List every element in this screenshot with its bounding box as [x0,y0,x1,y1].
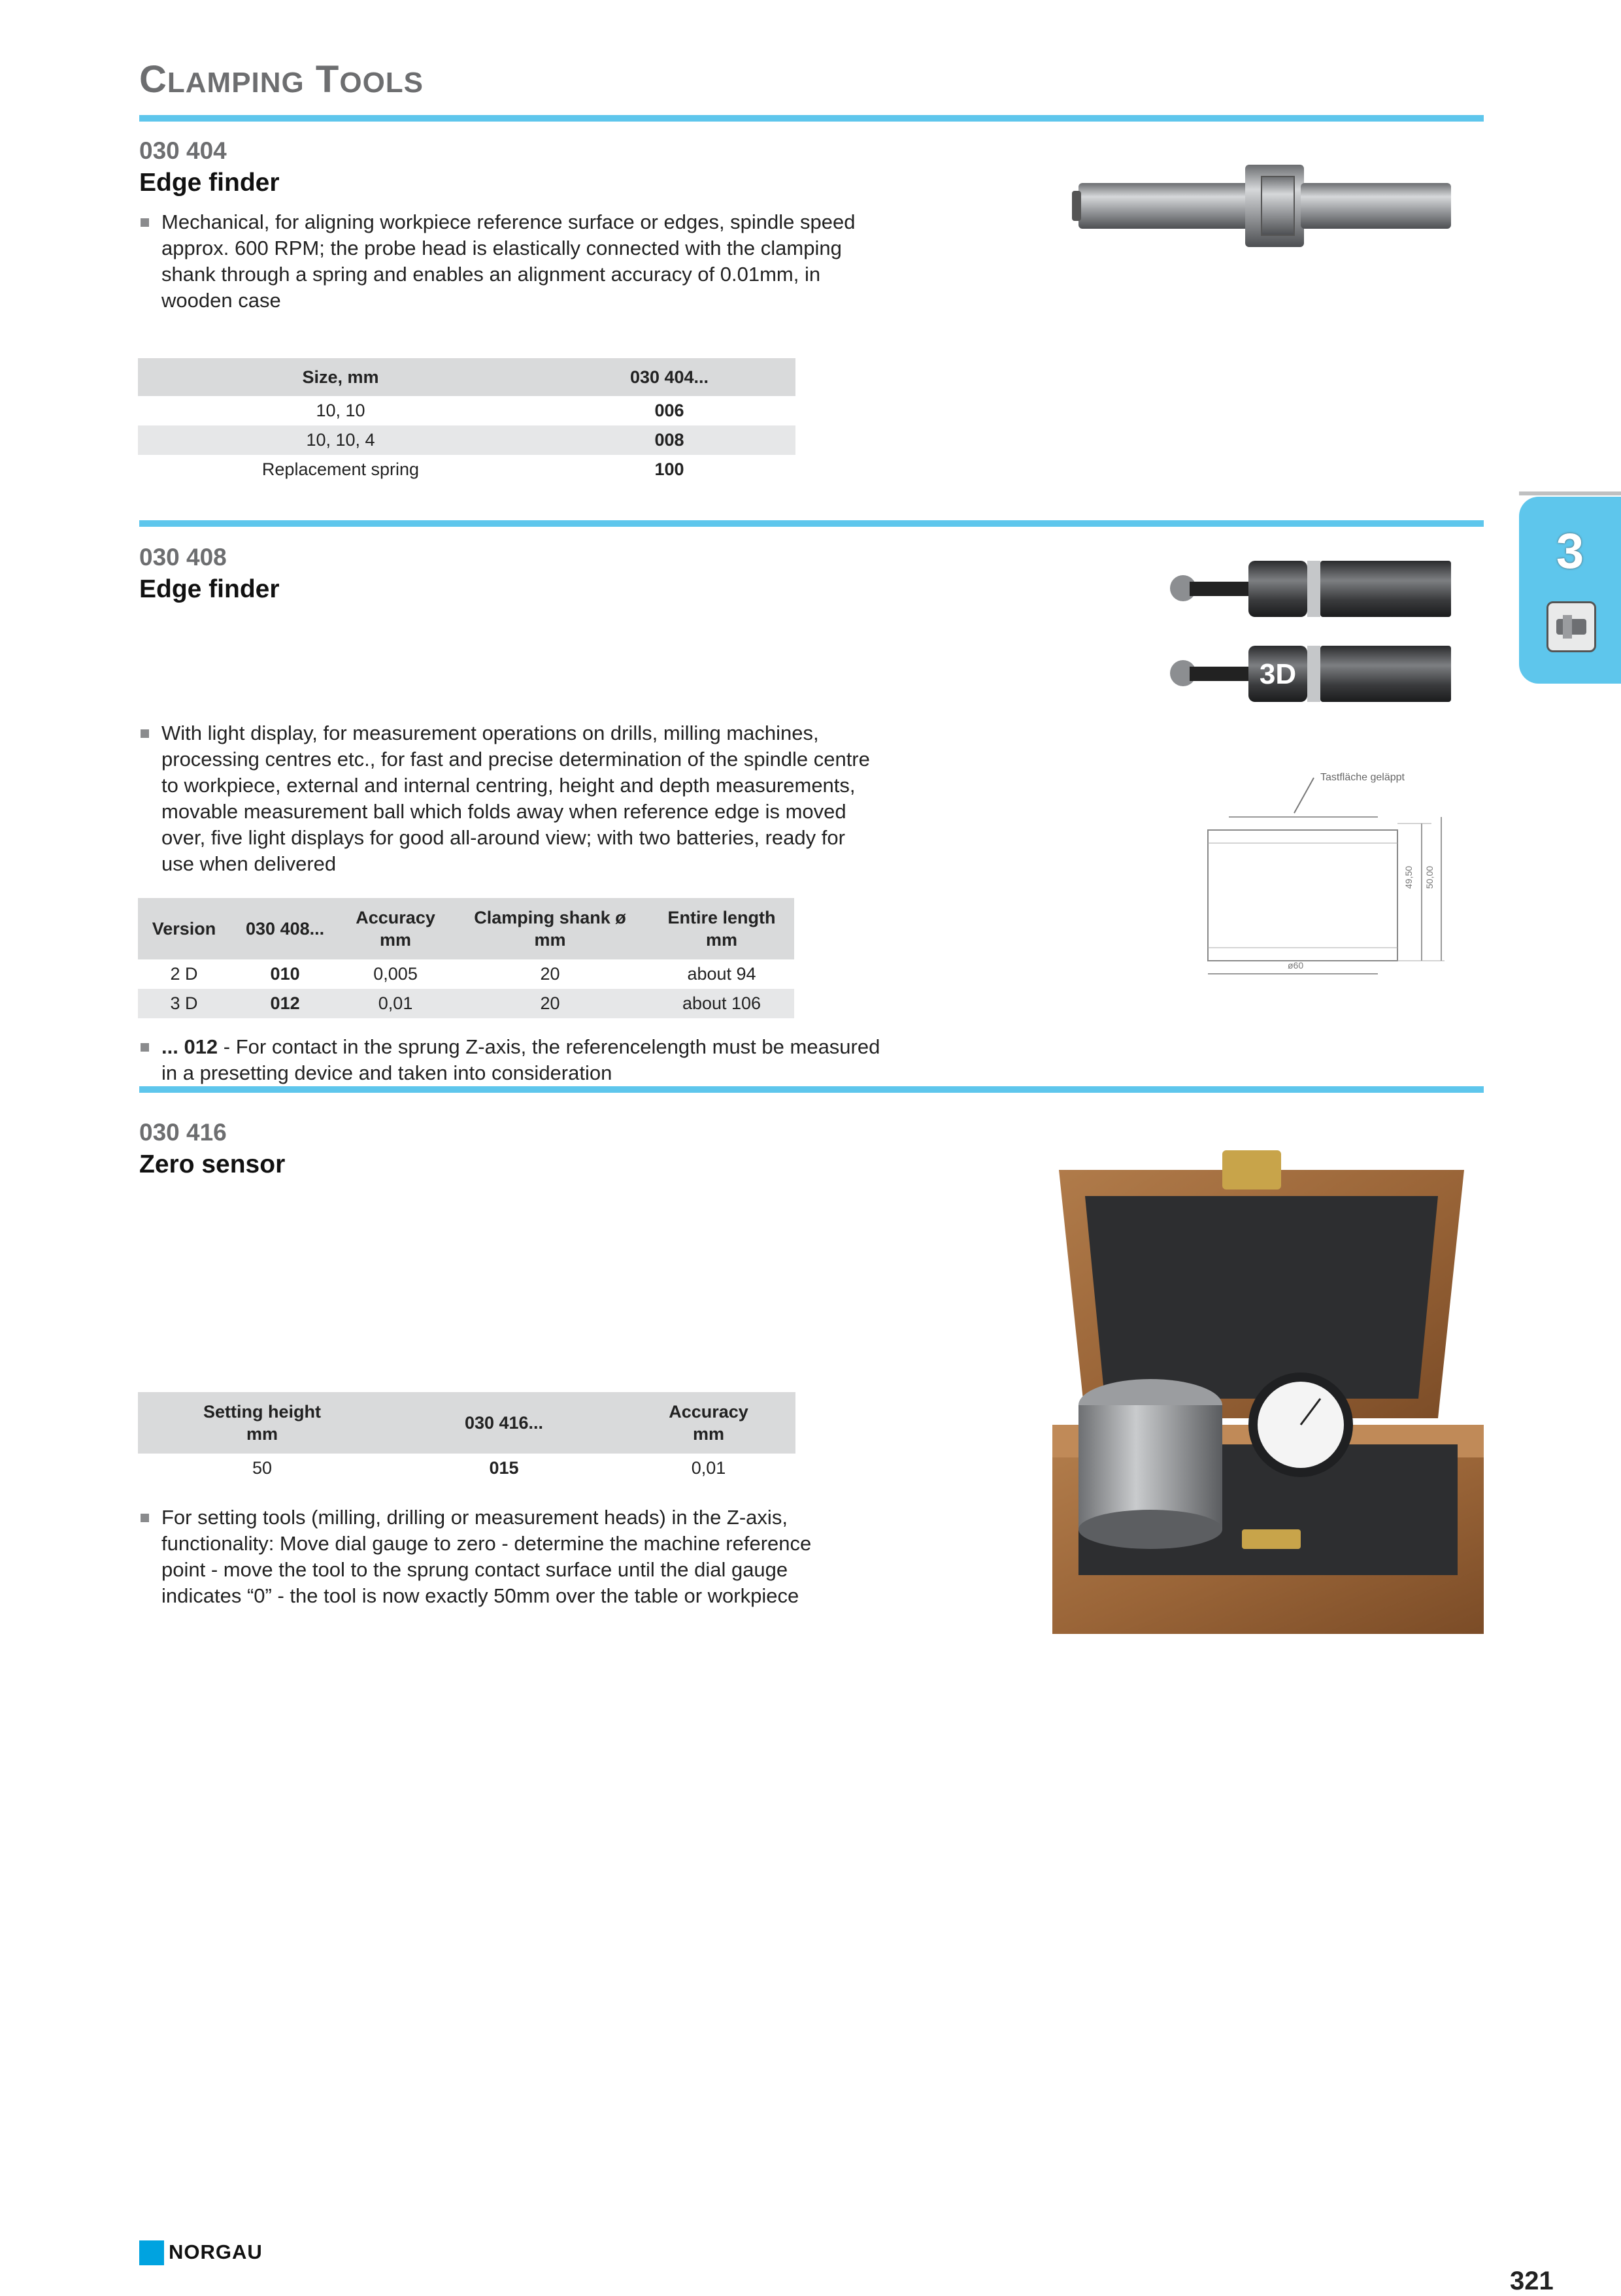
table-cell: 006 [654,401,684,420]
column-header: Entire length mm [649,898,794,959]
product-name: Edge finder [139,575,280,603]
chapter-number: 3 [1556,524,1584,579]
table-row [138,455,795,484]
product-code: 030 408 [139,544,227,571]
table-cell: 10, 10, 4 [138,425,543,455]
table-cell: 015 [489,1458,519,1478]
table-cell: about 94 [687,964,756,984]
3d-label: 3D [1259,658,1297,690]
product-description: Mechanical, for aligning workpiece reference surface or edges, spindle speed approx. 600 RPM; the probe head is elastically connected with the clamping shank through a spring and enables an alignment accuracy of 0.01mm, in wooden case [139,209,867,314]
spec-table [138,358,795,484]
table-row [138,959,794,989]
header-rule [139,115,1484,122]
page-title: CLAMPING TOOLS [139,58,424,101]
table-row [138,1454,795,1483]
logo-mark [139,2240,164,2265]
column-header: Version [138,898,230,959]
table-row [138,396,795,425]
tab-divider [1519,491,1621,495]
column-header: Clamping shank ø mm [451,898,649,959]
table-cell: 0,005 [373,964,418,984]
table-cell: 50 [252,1458,273,1478]
table-cell: 0,01 [691,1458,726,1478]
table-cell: 10, 10 [316,401,365,420]
table-cell: 2 D [170,964,198,984]
product-description: For setting tools (milling, drilling or measurement heads) in the Z-axis, functionality: Move dial gauge to zero - determine the machine reference point - move the tool to the sprung contact surface until the dial gauge indicates “0” - the tool is now exactly 50mm over the table or workpiece [139,1505,841,1609]
table-cell: 20 [451,989,649,1018]
table-cell: 012 [230,989,340,1018]
table-row [138,989,794,1018]
spec-table [138,898,794,1018]
clamping-tool-icon [1546,601,1596,652]
table-cell: 20 [540,964,560,984]
column-header: Setting height mm [138,1392,386,1454]
technical-drawing [1196,758,1471,993]
drawing-dim: ø60 [1288,960,1304,971]
drawing-dim: 50,00 [1424,865,1435,889]
column-header: Accuracy mm [622,1392,795,1454]
product-note [139,1034,880,1086]
product-code: 030 404 [139,137,227,164]
column-header: 030 416... [386,1392,622,1454]
table-cell: 0,01 [340,989,451,1018]
section-rule [139,520,1484,527]
table-cell: 100 [654,459,684,479]
page-number: 321 [1510,2267,1554,2295]
edge-finder-image [1065,150,1471,268]
table-cell: about 106 [649,989,794,1018]
column-header: 030 408... [230,898,340,959]
table-row [138,425,795,455]
column-header: 030 404... [543,358,795,396]
zero-sensor-image [1046,1137,1490,1634]
table-cell: Replacement spring [261,459,420,479]
table-cell: 010 [270,964,300,984]
brand-logo: NORGAU [169,2240,263,2263]
light-edge-finder-image [1163,542,1477,706]
section-rule [139,1086,1484,1093]
drawing-label: Tastfläche geläppt [1320,772,1405,783]
drawing-dim: 49,50 [1403,865,1414,889]
note-text: - For contact in the sprung Z-axis, the referencelength must be measured in a presetting device and taken into consideration [161,1035,880,1084]
note-code: ... 012 [161,1035,218,1058]
product-description: With light display, for measurement operations on drills, milling machines, processing centres etc., for fast and precise determination of the spindle centre to workpiece, external and internal centring, height and depth measurements, movable measurement ball which folds away when reference edge is moved over, five light displays for good all-around view; with two batteries, ready for use when delivered [139,720,880,877]
table-cell: 3 D [138,989,230,1018]
column-header: Size, mm [138,358,543,396]
product-name: Zero sensor [139,1150,286,1178]
product-code: 030 416 [139,1119,227,1146]
product-name: Edge finder [139,169,280,197]
spec-table [138,1392,795,1483]
column-header: Accuracy mm [340,898,451,959]
table-cell: 008 [543,425,795,455]
